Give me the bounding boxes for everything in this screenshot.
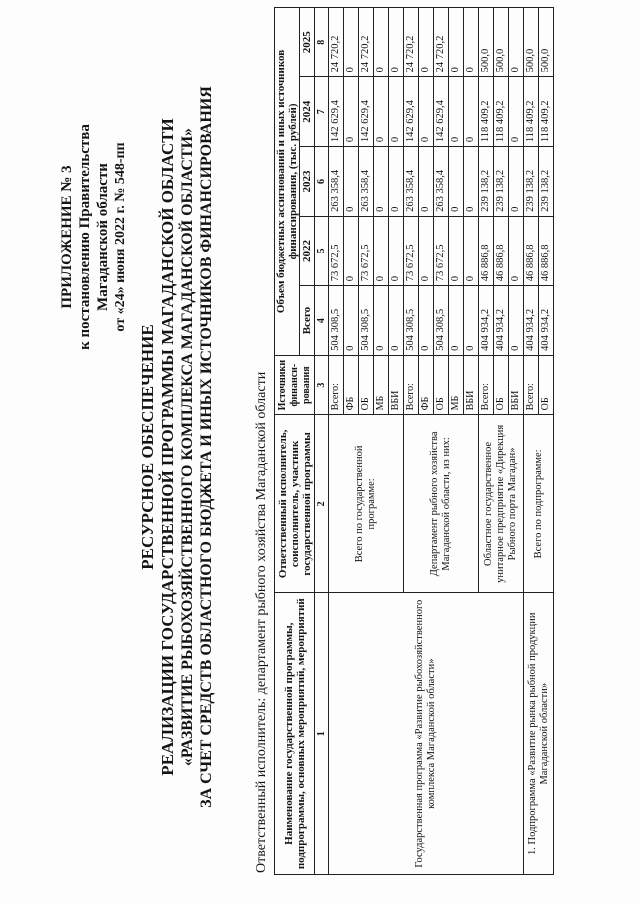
value-2024-cell: 0 (419, 77, 434, 147)
value-2024-cell: 0 (389, 77, 404, 147)
column-number: 3 (315, 355, 329, 414)
value-2024-cell: 0 (344, 77, 359, 147)
source-cell: Всего: (329, 355, 344, 414)
responsible-cell: Областное государственное унитарное предприятие «Дирекция Рыбного порта Магадан» (479, 415, 524, 593)
total-cell: 504 308,5 (359, 286, 374, 356)
appendix-date: от «24» июня 2022 г. № 548-пп (113, 142, 128, 332)
total-cell: 504 308,5 (404, 286, 419, 356)
source-cell: ОБ (359, 355, 374, 414)
source-cell: ФБ (419, 355, 434, 414)
value-2025-cell: 500,0 (479, 8, 494, 77)
appendix-line-1: к постановлению Правительства (77, 124, 93, 350)
total-cell: 404 934,2 (524, 286, 539, 356)
appendix-line-2: Магаданской области (95, 163, 111, 311)
column-number: 8 (315, 8, 329, 77)
header-name: Наименование государственной программы, подпрограммы, основных мероприятий, мероприятий (275, 593, 315, 875)
value-2022-cell: 46 886,8 (494, 216, 509, 285)
source-cell: МБ (449, 355, 464, 414)
header-2024: 2024 (300, 77, 315, 147)
value-2025-cell: 500,0 (494, 8, 509, 77)
value-2025-cell: 24 720,2 (359, 8, 374, 77)
subprogram-name-cell: 1. Подпрограмма «Развитие рынка рыбной продукции Магаданской области» (524, 593, 554, 875)
value-2025-cell: 24 720,2 (404, 8, 419, 77)
value-2022-cell: 0 (374, 216, 389, 285)
value-2024-cell: 0 (464, 77, 479, 147)
appendix-header (58, 27, 130, 447)
total-cell: 0 (509, 286, 524, 356)
resource-table (274, 7, 554, 875)
value-2022-cell: 46 886,8 (479, 216, 494, 285)
value-2022-cell: 73 672,5 (404, 216, 419, 285)
total-cell: 504 308,5 (329, 286, 344, 356)
value-2022-cell: 73 672,5 (359, 216, 374, 285)
value-2024-cell: 118 409,2 (539, 77, 554, 147)
column-number: 6 (315, 147, 329, 217)
source-cell: Всего: (479, 355, 494, 414)
value-2024-cell: 142 629,4 (359, 77, 374, 147)
value-2022-cell: 46 886,8 (524, 216, 539, 285)
source-cell: Всего: (524, 355, 539, 414)
value-2025-cell: 0 (449, 8, 464, 77)
source-cell: ФБ (344, 355, 359, 414)
value-2025-cell: 0 (419, 8, 434, 77)
value-2025-cell: 0 (344, 8, 359, 77)
value-2023-cell: 0 (419, 147, 434, 217)
value-2022-cell: 46 886,8 (539, 216, 554, 285)
value-2023-cell: 0 (509, 147, 524, 217)
value-2025-cell: 24 720,2 (434, 8, 449, 77)
value-2022-cell: 0 (419, 216, 434, 285)
total-cell: 0 (374, 286, 389, 356)
appendix-title: ПРИЛОЖЕНИЕ № 3 (59, 165, 75, 309)
total-cell: 0 (419, 286, 434, 356)
source-cell: ОБ (539, 355, 554, 414)
title-line-3: «РАЗВИТИЕ РЫБОХОЗЯЙСТВЕННОГО КОМПЛЕКСА МАГАДАНСКОЙ ОБЛАСТИ» (179, 127, 196, 767)
value-2025-cell: 500,0 (539, 8, 554, 77)
value-2024-cell: 118 409,2 (479, 77, 494, 147)
column-number: 2 (315, 415, 329, 593)
title-line-2: РЕАЛИЗАЦИИ ГОСУДАРСТВЕННОЙ ПРОГРАММЫ МАГАДАНСКОЙ ОБЛАСТИ (158, 118, 177, 776)
source-cell: ВБИ (509, 355, 524, 414)
total-cell: 0 (464, 286, 479, 356)
value-2024-cell: 0 (374, 77, 389, 147)
value-2023-cell: 0 (374, 147, 389, 217)
total-cell: 0 (389, 286, 404, 356)
value-2023-cell: 239 138,2 (539, 147, 554, 217)
header-total: Всего (300, 286, 315, 356)
title-line-4: ЗА СЧЕТ СРЕДСТВ ОБЛАСТНОГО БЮДЖЕТА И ИНЫХ ИСТОЧНИКОВ ФИНАНСИРОВАНИЯ (198, 86, 215, 808)
value-2022-cell: 73 672,5 (329, 216, 344, 285)
total-cell: 404 934,2 (539, 286, 554, 356)
responsible-cell: Всего по государственной программе: (329, 415, 404, 593)
value-2025-cell: 24 720,2 (329, 8, 344, 77)
column-number: 1 (315, 593, 329, 875)
total-cell: 0 (344, 286, 359, 356)
source-cell: ВБИ (464, 355, 479, 414)
value-2022-cell: 0 (344, 216, 359, 285)
value-2024-cell: 118 409,2 (524, 77, 539, 147)
source-cell: МБ (374, 355, 389, 414)
value-2025-cell: 0 (389, 8, 404, 77)
header-volume: Объем бюджетных ассигнований и иных источников финансирования, (тыс. рублей) (275, 8, 300, 356)
header-responsible: Ответственный исполнитель, соисполнитель, участник государственной программы (275, 415, 315, 593)
responsible-cell: Всего по подпрограмме: (524, 415, 554, 593)
value-2023-cell: 263 358,4 (404, 147, 419, 217)
document-title (138, 37, 216, 857)
total-cell: 404 934,2 (479, 286, 494, 356)
value-2023-cell: 0 (449, 147, 464, 217)
value-2023-cell: 239 138,2 (494, 147, 509, 217)
column-number: 7 (315, 77, 329, 147)
value-2025-cell: 0 (374, 8, 389, 77)
header-source: Источники финанси-рования (275, 355, 315, 414)
value-2022-cell: 0 (389, 216, 404, 285)
total-cell: 504 308,5 (434, 286, 449, 356)
responsible-executor: Ответственный исполнитель: департамент рыбного хозяйства Магаданской области (254, 371, 269, 873)
source-cell: ОБ (434, 355, 449, 414)
responsible-cell: Департамент рыбного хозяйства Магаданской области, из них: (404, 415, 479, 593)
header-2022: 2022 (300, 216, 315, 285)
source-cell: ОБ (494, 355, 509, 414)
value-2023-cell: 0 (389, 147, 404, 217)
document-page (10, 7, 630, 897)
value-2025-cell: 0 (464, 8, 479, 77)
value-2023-cell: 239 138,2 (524, 147, 539, 217)
value-2022-cell: 0 (509, 216, 524, 285)
column-number: 4 (315, 286, 329, 356)
value-2023-cell: 0 (464, 147, 479, 217)
value-2024-cell: 142 629,4 (434, 77, 449, 147)
header-2023: 2023 (300, 147, 315, 217)
value-2025-cell: 0 (509, 8, 524, 77)
value-2023-cell: 263 358,4 (329, 147, 344, 217)
value-2023-cell: 263 358,4 (359, 147, 374, 217)
source-cell: Всего: (404, 355, 419, 414)
value-2022-cell: 0 (464, 216, 479, 285)
value-2024-cell: 142 629,4 (404, 77, 419, 147)
value-2023-cell: 239 138,2 (479, 147, 494, 217)
title-line-1: РЕСУРСНОЕ ОБЕСПЕЧЕНИЕ (138, 324, 157, 570)
value-2024-cell: 118 409,2 (494, 77, 509, 147)
total-cell: 404 934,2 (494, 286, 509, 356)
value-2022-cell: 0 (449, 216, 464, 285)
total-cell: 0 (449, 286, 464, 356)
value-2025-cell: 500,0 (524, 8, 539, 77)
value-2024-cell: 0 (449, 77, 464, 147)
value-2023-cell: 263 358,4 (434, 147, 449, 217)
value-2024-cell: 142 629,4 (329, 77, 344, 147)
program-name-cell: Государственная программа «Развитие рыбохозяйственного комплекса Магаданской области» (329, 593, 524, 875)
column-number: 5 (315, 216, 329, 285)
value-2023-cell: 0 (344, 147, 359, 217)
source-cell: ВБИ (389, 355, 404, 414)
header-2025: 2025 (300, 8, 315, 77)
value-2024-cell: 0 (509, 77, 524, 147)
value-2022-cell: 73 672,5 (434, 216, 449, 285)
